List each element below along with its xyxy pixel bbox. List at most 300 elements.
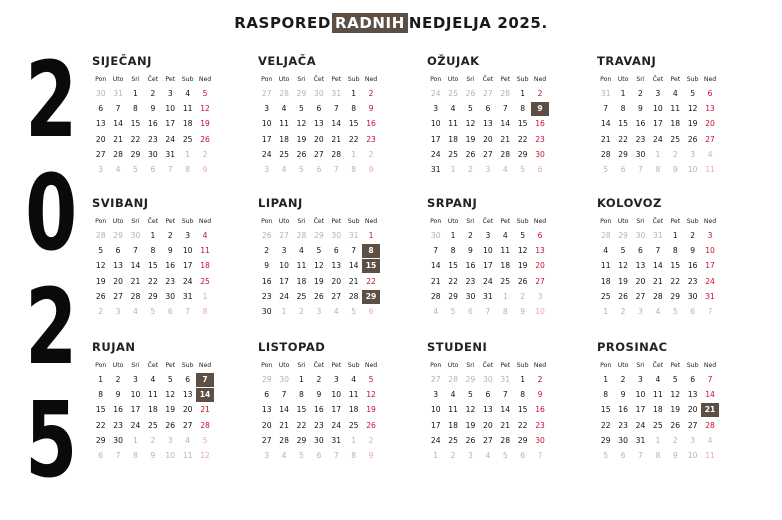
holiday-day-cell: 7 bbox=[196, 373, 213, 387]
day-cell: 4 bbox=[672, 89, 678, 98]
year-vertical bbox=[10, 39, 92, 501]
day-cell: 1 bbox=[655, 149, 661, 159]
day-cell: 30 bbox=[261, 306, 272, 316]
day-cell: 1 bbox=[133, 89, 138, 98]
week-row bbox=[427, 229, 587, 244]
weekday-header bbox=[427, 215, 587, 229]
weekday-label: Sri bbox=[131, 218, 140, 225]
weekday-label: Pet bbox=[331, 362, 342, 369]
day-cell: 18 bbox=[348, 405, 359, 415]
day-cell: 20 bbox=[95, 134, 106, 144]
weekday-label: Pet bbox=[670, 76, 681, 83]
day-cell: 9 bbox=[620, 390, 626, 400]
day-cell: 2 bbox=[620, 306, 626, 316]
day-cell: 5 bbox=[167, 375, 173, 384]
week-row bbox=[92, 305, 252, 320]
weekday-label: Čet bbox=[313, 362, 325, 369]
day-cell: 9 bbox=[202, 164, 208, 174]
day-cell: 31 bbox=[500, 375, 511, 384]
day-cell: 11 bbox=[500, 246, 511, 256]
day-cell: 13 bbox=[314, 119, 324, 129]
day-cell: 20 bbox=[483, 134, 493, 144]
day-cell: 1 bbox=[368, 231, 374, 240]
day-cell: 29 bbox=[670, 291, 681, 301]
day-cell: 4 bbox=[433, 306, 439, 316]
day-cell: 30 bbox=[314, 89, 324, 98]
week-row bbox=[92, 244, 252, 259]
day-cell: 15 bbox=[618, 119, 628, 129]
week-row bbox=[597, 229, 757, 244]
day-cell: 30 bbox=[314, 435, 324, 445]
day-cell: 17 bbox=[165, 119, 176, 129]
month-name: SVIBANJ bbox=[92, 196, 149, 210]
week-row bbox=[427, 373, 587, 388]
day-cell: 4 bbox=[299, 246, 304, 256]
day-cell: 19 bbox=[200, 119, 210, 129]
day-cell: 8 bbox=[351, 164, 357, 174]
day-cell: 30 bbox=[331, 231, 342, 240]
week-row bbox=[92, 449, 252, 464]
day-cell: 29 bbox=[130, 149, 141, 159]
day-cell: 29 bbox=[600, 435, 611, 445]
day-cell: 14 bbox=[653, 261, 663, 271]
holiday-day-cell: 15 bbox=[362, 259, 379, 273]
month-name: RUJAN bbox=[92, 340, 136, 354]
weekday-label: Pon bbox=[261, 76, 273, 83]
day-cell: 8 bbox=[450, 246, 456, 256]
day-cell: 3 bbox=[333, 375, 339, 384]
day-cell: 26 bbox=[366, 420, 376, 430]
day-cell: 12 bbox=[670, 390, 681, 400]
day-cell: 13 bbox=[705, 104, 715, 114]
weekday-label: Pon bbox=[600, 76, 612, 83]
day-cell: 30 bbox=[535, 149, 545, 159]
day-cell: 25 bbox=[500, 276, 511, 286]
weekday-header bbox=[258, 215, 418, 229]
day-cell: 17 bbox=[430, 134, 441, 144]
day-cell: 27 bbox=[95, 149, 106, 159]
week-row bbox=[597, 117, 757, 132]
weekday-header bbox=[258, 73, 418, 87]
day-cell: 6 bbox=[638, 246, 643, 256]
day-cell: 7 bbox=[333, 450, 339, 460]
day-cell: 5 bbox=[620, 246, 626, 256]
day-cell: 2 bbox=[690, 231, 696, 240]
day-cell: 30 bbox=[95, 89, 106, 98]
month-days-grid bbox=[258, 73, 418, 178]
day-cell: 5 bbox=[520, 231, 526, 240]
day-cell: 28 bbox=[348, 291, 359, 301]
week-row bbox=[92, 290, 252, 305]
day-cell: 19 bbox=[165, 405, 176, 415]
day-cell: 23 bbox=[465, 276, 476, 286]
day-cell: 20 bbox=[635, 276, 646, 286]
week-row bbox=[597, 373, 757, 388]
weekday-header bbox=[597, 215, 757, 229]
day-cell: 17 bbox=[430, 420, 441, 430]
day-cell: 29 bbox=[465, 375, 476, 384]
weekday-header bbox=[427, 359, 587, 373]
day-cell: 21 bbox=[331, 134, 342, 144]
day-cell: 10 bbox=[535, 306, 545, 316]
weekday-label: Ned bbox=[703, 218, 717, 225]
day-cell: 12 bbox=[465, 405, 476, 415]
day-cell: 30 bbox=[430, 231, 441, 240]
month-block bbox=[427, 54, 587, 174]
day-cell: 2 bbox=[98, 306, 104, 316]
day-cell: 7 bbox=[638, 450, 643, 460]
weekday-label: Pon bbox=[600, 362, 612, 369]
week-row bbox=[258, 290, 418, 305]
day-cell: 9 bbox=[115, 390, 121, 400]
day-cell: 18 bbox=[670, 119, 681, 129]
weekday-header bbox=[92, 73, 252, 87]
day-cell: 10 bbox=[182, 246, 193, 256]
day-cell: 13 bbox=[113, 261, 123, 271]
week-row bbox=[427, 148, 587, 163]
day-cell: 2 bbox=[672, 149, 678, 159]
day-cell: 22 bbox=[670, 276, 681, 286]
day-cell: 22 bbox=[95, 420, 106, 430]
day-cell: 24 bbox=[130, 420, 141, 430]
day-cell: 26 bbox=[465, 149, 476, 159]
day-cell: 10 bbox=[430, 405, 441, 415]
day-cell: 28 bbox=[113, 149, 123, 159]
day-cell: 4 bbox=[450, 390, 456, 400]
month-name: SRPANJ bbox=[427, 196, 478, 210]
week-row bbox=[258, 403, 418, 418]
holiday-day-cell: 14 bbox=[196, 388, 213, 402]
day-cell: 31 bbox=[331, 89, 342, 98]
day-cell: 4 bbox=[185, 435, 191, 445]
week-row bbox=[258, 133, 418, 148]
day-cell: 26 bbox=[200, 134, 210, 144]
day-cell: 16 bbox=[535, 405, 545, 415]
day-cell: 26 bbox=[465, 435, 476, 445]
day-cell: 23 bbox=[535, 134, 545, 144]
day-cell: 1 bbox=[603, 306, 609, 316]
weekday-label: Sub bbox=[181, 218, 194, 225]
week-row bbox=[92, 87, 252, 102]
week-row bbox=[92, 434, 252, 449]
week-row bbox=[92, 133, 252, 148]
weekday-label: Ned bbox=[364, 218, 378, 225]
day-cell: 26 bbox=[517, 276, 528, 286]
day-cell: 26 bbox=[165, 420, 176, 430]
day-cell: 26 bbox=[618, 291, 628, 301]
day-cell: 27 bbox=[314, 149, 324, 159]
day-cell: 30 bbox=[113, 435, 123, 445]
day-cell: 22 bbox=[296, 420, 307, 430]
title-after: NEDJELJA 2025. bbox=[408, 14, 548, 32]
day-cell: 18 bbox=[148, 405, 158, 415]
day-cell: 14 bbox=[348, 261, 359, 271]
day-cell: 8 bbox=[98, 390, 104, 400]
weekday-label: Sub bbox=[686, 362, 699, 369]
weekday-label: Sri bbox=[636, 218, 645, 225]
week-row bbox=[427, 275, 587, 290]
day-cell: 3 bbox=[133, 375, 138, 384]
day-cell: 10 bbox=[687, 164, 698, 174]
month-days-grid bbox=[92, 73, 252, 178]
day-cell: 2 bbox=[202, 149, 208, 159]
month-days-grid bbox=[427, 73, 587, 178]
day-cell: 9 bbox=[150, 450, 156, 460]
day-cell: 17 bbox=[182, 261, 193, 271]
day-cell: 25 bbox=[200, 276, 210, 286]
month-name: LISTOPAD bbox=[258, 340, 326, 354]
weekday-label: Sub bbox=[181, 362, 194, 369]
day-cell: 27 bbox=[705, 134, 715, 144]
weekday-label: Sub bbox=[516, 362, 529, 369]
day-cell: 11 bbox=[653, 390, 663, 400]
day-cell: 11 bbox=[279, 119, 289, 129]
weekday-label: Ned bbox=[198, 362, 212, 369]
day-cell: 5 bbox=[150, 306, 156, 316]
day-cell: 11 bbox=[348, 390, 359, 400]
day-cell: 25 bbox=[348, 420, 359, 430]
day-cell: 27 bbox=[331, 291, 342, 301]
day-cell: 27 bbox=[535, 276, 545, 286]
day-cell: 12 bbox=[517, 246, 528, 256]
day-cell: 12 bbox=[366, 390, 376, 400]
day-cell: 19 bbox=[314, 276, 324, 286]
weekday-label: Pet bbox=[165, 362, 176, 369]
day-cell: 7 bbox=[537, 450, 543, 460]
week-row bbox=[427, 117, 587, 132]
day-cell: 4 bbox=[450, 104, 456, 114]
day-cell: 25 bbox=[182, 134, 193, 144]
day-cell: 17 bbox=[130, 405, 141, 415]
day-cell: 26 bbox=[261, 231, 272, 240]
day-cell: 5 bbox=[502, 450, 508, 460]
day-cell: 13 bbox=[182, 390, 193, 400]
day-cell: 20 bbox=[261, 420, 272, 430]
weekday-label: Čet bbox=[652, 76, 664, 83]
day-cell: 6 bbox=[620, 450, 626, 460]
weekday-label: Pon bbox=[600, 218, 612, 225]
day-cell: 16 bbox=[687, 261, 698, 271]
day-cell: 21 bbox=[430, 276, 441, 286]
day-cell: 2 bbox=[115, 375, 121, 384]
day-cell: 7 bbox=[603, 104, 609, 114]
weekday-label: Pon bbox=[261, 218, 273, 225]
day-cell: 7 bbox=[115, 450, 121, 460]
day-cell: 12 bbox=[296, 119, 307, 129]
day-cell: 6 bbox=[707, 89, 713, 98]
day-cell: 21 bbox=[130, 276, 141, 286]
day-cell: 20 bbox=[314, 134, 324, 144]
day-cell: 23 bbox=[165, 276, 176, 286]
day-cell: 9 bbox=[368, 450, 374, 460]
weekday-label: Čet bbox=[482, 362, 494, 369]
day-cell: 30 bbox=[635, 149, 646, 159]
day-cell: 4 bbox=[115, 164, 121, 174]
day-cell: 2 bbox=[150, 89, 156, 98]
week-row bbox=[597, 449, 757, 464]
month-block bbox=[258, 54, 418, 174]
day-cell: 6 bbox=[98, 450, 104, 460]
weekday-label: Pet bbox=[670, 218, 681, 225]
day-cell: 1 bbox=[281, 306, 287, 316]
day-cell: 11 bbox=[600, 261, 611, 271]
week-row bbox=[258, 102, 418, 117]
day-cell: 16 bbox=[465, 261, 476, 271]
day-cell: 23 bbox=[635, 134, 646, 144]
weekday-label: Pet bbox=[500, 76, 511, 83]
day-cell: 17 bbox=[635, 405, 646, 415]
month-block bbox=[92, 196, 252, 316]
day-cell: 4 bbox=[133, 306, 138, 316]
week-row bbox=[258, 244, 418, 259]
day-cell: 5 bbox=[520, 164, 526, 174]
holiday-day-cell: 29 bbox=[362, 290, 379, 304]
day-cell: 28 bbox=[500, 435, 511, 445]
weekday-header bbox=[427, 73, 587, 87]
week-row bbox=[597, 434, 757, 449]
week-row bbox=[597, 259, 757, 274]
day-cell: 4 bbox=[281, 104, 287, 114]
day-cell: 30 bbox=[130, 231, 141, 240]
day-cell: 27 bbox=[113, 291, 123, 301]
weekday-label: Ned bbox=[703, 76, 717, 83]
day-cell: 14 bbox=[705, 390, 715, 400]
day-cell: 15 bbox=[448, 261, 458, 271]
day-cell: 27 bbox=[261, 89, 272, 98]
day-cell: 12 bbox=[687, 104, 698, 114]
day-cell: 15 bbox=[517, 119, 528, 129]
day-cell: 26 bbox=[314, 291, 324, 301]
holiday-day-cell: 9 bbox=[531, 102, 548, 116]
day-cell: 5 bbox=[98, 246, 104, 256]
day-cell: 7 bbox=[707, 375, 713, 384]
day-cell: 22 bbox=[618, 134, 628, 144]
week-row bbox=[258, 449, 418, 464]
weekday-label: Pon bbox=[95, 76, 107, 83]
day-cell: 5 bbox=[299, 450, 304, 460]
day-cell: 18 bbox=[296, 276, 307, 286]
week-row bbox=[427, 259, 587, 274]
day-cell: 31 bbox=[483, 291, 493, 301]
day-cell: 8 bbox=[351, 450, 357, 460]
month-name: SIJEČANJ bbox=[92, 54, 152, 68]
day-cell: 16 bbox=[165, 261, 176, 271]
day-cell: 29 bbox=[296, 89, 307, 98]
day-cell: 24 bbox=[430, 89, 441, 98]
week-row bbox=[427, 434, 587, 449]
day-cell: 5 bbox=[468, 104, 473, 114]
day-cell: 1 bbox=[620, 89, 626, 98]
day-cell: 8 bbox=[520, 104, 526, 114]
day-cell: 3 bbox=[167, 435, 173, 445]
day-cell: 9 bbox=[150, 104, 156, 114]
month-name: LIPANJ bbox=[258, 196, 303, 210]
day-cell: 15 bbox=[296, 405, 307, 415]
day-cell: 28 bbox=[600, 149, 611, 159]
weekday-label: Sri bbox=[636, 362, 645, 369]
day-cell: 7 bbox=[502, 104, 508, 114]
day-cell: 2 bbox=[537, 375, 543, 384]
day-cell: 9 bbox=[672, 164, 678, 174]
week-row bbox=[427, 102, 587, 117]
day-cell: 16 bbox=[366, 119, 376, 129]
day-cell: 14 bbox=[600, 119, 611, 129]
day-cell: 25 bbox=[653, 420, 663, 430]
week-row bbox=[258, 388, 418, 403]
day-cell: 5 bbox=[202, 435, 208, 445]
day-cell: 7 bbox=[333, 104, 339, 114]
day-cell: 9 bbox=[520, 306, 526, 316]
day-cell: 19 bbox=[618, 276, 628, 286]
week-row bbox=[427, 388, 587, 403]
day-cell: 6 bbox=[115, 246, 121, 256]
day-cell: 15 bbox=[130, 119, 141, 129]
day-cell: 28 bbox=[296, 231, 307, 240]
day-cell: 7 bbox=[655, 246, 661, 256]
day-cell: 6 bbox=[167, 306, 173, 316]
day-cell: 8 bbox=[202, 306, 208, 316]
day-cell: 1 bbox=[450, 231, 456, 240]
weekday-label: Sub bbox=[347, 218, 360, 225]
day-cell: 15 bbox=[517, 405, 528, 415]
day-cell: 6 bbox=[316, 164, 322, 174]
day-cell: 29 bbox=[517, 435, 528, 445]
week-row bbox=[92, 259, 252, 274]
day-cell: 13 bbox=[687, 390, 698, 400]
week-row bbox=[427, 305, 587, 320]
day-cell: 5 bbox=[603, 450, 609, 460]
day-cell: 16 bbox=[635, 119, 646, 129]
day-cell: 9 bbox=[316, 390, 322, 400]
weekday-label: Čet bbox=[313, 76, 325, 83]
week-row bbox=[258, 259, 418, 274]
day-cell: 21 bbox=[279, 420, 289, 430]
week-row bbox=[258, 117, 418, 132]
day-cell: 31 bbox=[430, 164, 441, 174]
day-cell: 15 bbox=[148, 261, 158, 271]
day-cell: 12 bbox=[618, 261, 628, 271]
weekday-label: Pet bbox=[331, 76, 342, 83]
day-cell: 4 bbox=[202, 231, 208, 240]
day-cell: 23 bbox=[261, 291, 272, 301]
weekday-label: Sub bbox=[181, 76, 194, 83]
year-digit: 0 bbox=[24, 152, 78, 275]
day-cell: 28 bbox=[200, 420, 210, 430]
day-cell: 3 bbox=[655, 89, 661, 98]
weekday-label: Pet bbox=[165, 218, 176, 225]
day-cell: 12 bbox=[465, 119, 476, 129]
weekday-label: Pet bbox=[500, 362, 511, 369]
day-cell: 21 bbox=[500, 420, 511, 430]
weekday-label: Pon bbox=[430, 362, 442, 369]
day-cell: 28 bbox=[500, 89, 511, 98]
weekday-label: Sri bbox=[297, 218, 306, 225]
weekday-label: Pet bbox=[670, 362, 681, 369]
day-cell: 3 bbox=[690, 435, 696, 445]
day-cell: 25 bbox=[448, 89, 458, 98]
day-cell: 14 bbox=[279, 405, 289, 415]
day-cell: 6 bbox=[690, 306, 696, 316]
day-cell: 9 bbox=[468, 246, 473, 256]
day-cell: 25 bbox=[296, 291, 307, 301]
day-cell: 25 bbox=[448, 149, 458, 159]
week-row bbox=[92, 117, 252, 132]
day-cell: 6 bbox=[468, 306, 473, 316]
day-cell: 19 bbox=[465, 420, 476, 430]
day-cell: 24 bbox=[279, 291, 289, 301]
day-cell: 10 bbox=[165, 450, 176, 460]
day-cell: 31 bbox=[600, 89, 611, 98]
